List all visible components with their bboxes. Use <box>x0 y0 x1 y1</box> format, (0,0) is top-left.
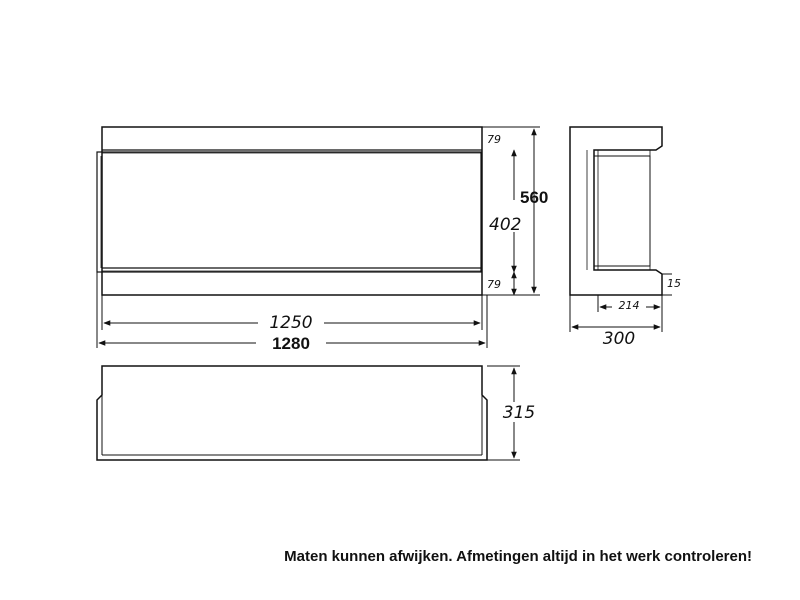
dim-214: 214 <box>618 299 640 312</box>
dim-15: 15 <box>667 277 681 290</box>
box-outer-profile <box>97 366 487 460</box>
dim-1280: 1280 <box>272 334 310 353</box>
dim-79-top: 79 <box>487 133 501 146</box>
box-view <box>97 366 487 460</box>
dim-560: 560 <box>520 188 549 207</box>
disclaimer-note: Maten kunnen afwijken. Afmetingen altijd in het werk controleren! <box>284 548 752 565</box>
front-view <box>97 127 482 295</box>
dim-79-bottom: 79 <box>487 278 501 291</box>
side-outer-profile <box>570 127 662 295</box>
front-height-dimensions <box>482 127 540 295</box>
front-inner-panel <box>97 152 481 272</box>
side-view <box>570 127 662 295</box>
dim-1250: 1250 <box>269 313 313 333</box>
dim-300: 300 <box>602 329 636 349</box>
dim-402: 402 <box>489 215 522 235</box>
dim-315: 315 <box>502 403 536 423</box>
